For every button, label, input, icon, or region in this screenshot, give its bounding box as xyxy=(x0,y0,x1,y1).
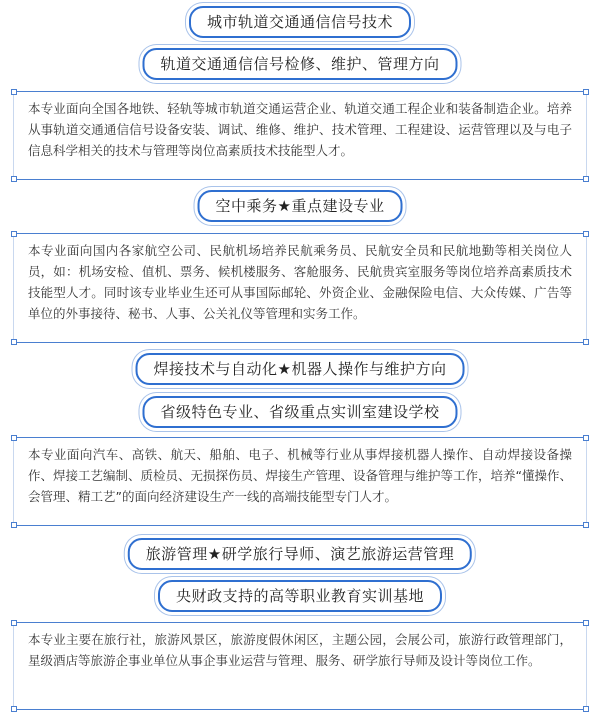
corner-decoration xyxy=(11,522,17,528)
section-1-title: 城市轨道交通通信信号技术 xyxy=(189,6,411,38)
corner-decoration xyxy=(11,231,17,237)
corner-decoration xyxy=(11,89,17,95)
corner-decoration xyxy=(583,339,589,345)
section-1-subtitle: 轨道交通通信信号检修、维护、管理方向 xyxy=(142,48,457,80)
corner-decoration xyxy=(583,435,589,441)
corner-decoration xyxy=(583,706,589,712)
section-4-subtitle: 央财政支持的高等职业教育实训基地 xyxy=(158,580,442,612)
corner-decoration xyxy=(583,522,589,528)
corner-decoration xyxy=(11,339,17,345)
section-2-title: 空中乘务★重点建设专业 xyxy=(198,190,403,222)
corner-decoration xyxy=(11,176,17,182)
section-3-title: 焊接技术与自动化★机器人操作与维护方向 xyxy=(136,353,465,385)
section-3-subtitle: 省级特色专业、省级重点实训室建设学校 xyxy=(142,396,457,428)
section-4-title: 旅游管理★研学旅行导师、演艺旅游运营管理 xyxy=(128,538,472,570)
corner-decoration xyxy=(583,231,589,237)
section-3-description-box xyxy=(13,437,587,526)
section-1-description-box xyxy=(13,91,587,180)
corner-decoration xyxy=(583,176,589,182)
section-3-description: 本专业面向汽车、高铁、航天、船舶、电子、机械等行业从事焊接机器人操作、自动焊接设备操作、焊接工艺编制、质检员、无损探伤员、焊接生产管理、设备管理与维护等工作，培养“懂操作、会管理、精工艺”的面向经济建设生产一线的高端技能型专门人才。 xyxy=(28,447,572,504)
section-2-description: 本专业面向国内各家航空公司、民航机场培养民航乘务员、民航安全员和民航地勤等相关岗位人员，如：机场安检、值机、票务、候机楼服务、客舱服务、民航贵宾室服务等岗位培养高素质技术技能型人才。同时该专业毕业生还可从事国际邮轮、外资企业、金融保险电信、大众传媒、广告等单位的外事接待、秘书、人事、公关礼仪等管理和实务工作。 xyxy=(28,243,572,321)
section-4-description: 本专业主要在旅行社，旅游风景区，旅游度假休闲区，主题公园，会展公司，旅游行政管理部门，星级酒店等旅游企事业单位从事企事业运营与管理、服务、研学旅行导师及设计等岗位工作。 xyxy=(28,632,572,668)
corner-decoration xyxy=(11,435,17,441)
section-1-description: 本专业面向全国各地铁、轻轨等城市轨道交通运营企业、轨道交通工程企业和装备制造企业。培养从事轨道交通通信信号设备安装、调试、维修、维护、技术管理、工程建设、运营管理以及与电子信息科学相关的技术与管理等岗位高素质技术技能型人才。 xyxy=(28,101,572,158)
section-2-description-box xyxy=(13,233,587,343)
corner-decoration xyxy=(11,620,17,626)
corner-decoration xyxy=(583,620,589,626)
section-4-description-box xyxy=(13,622,587,710)
corner-decoration xyxy=(11,706,17,712)
corner-decoration xyxy=(583,89,589,95)
